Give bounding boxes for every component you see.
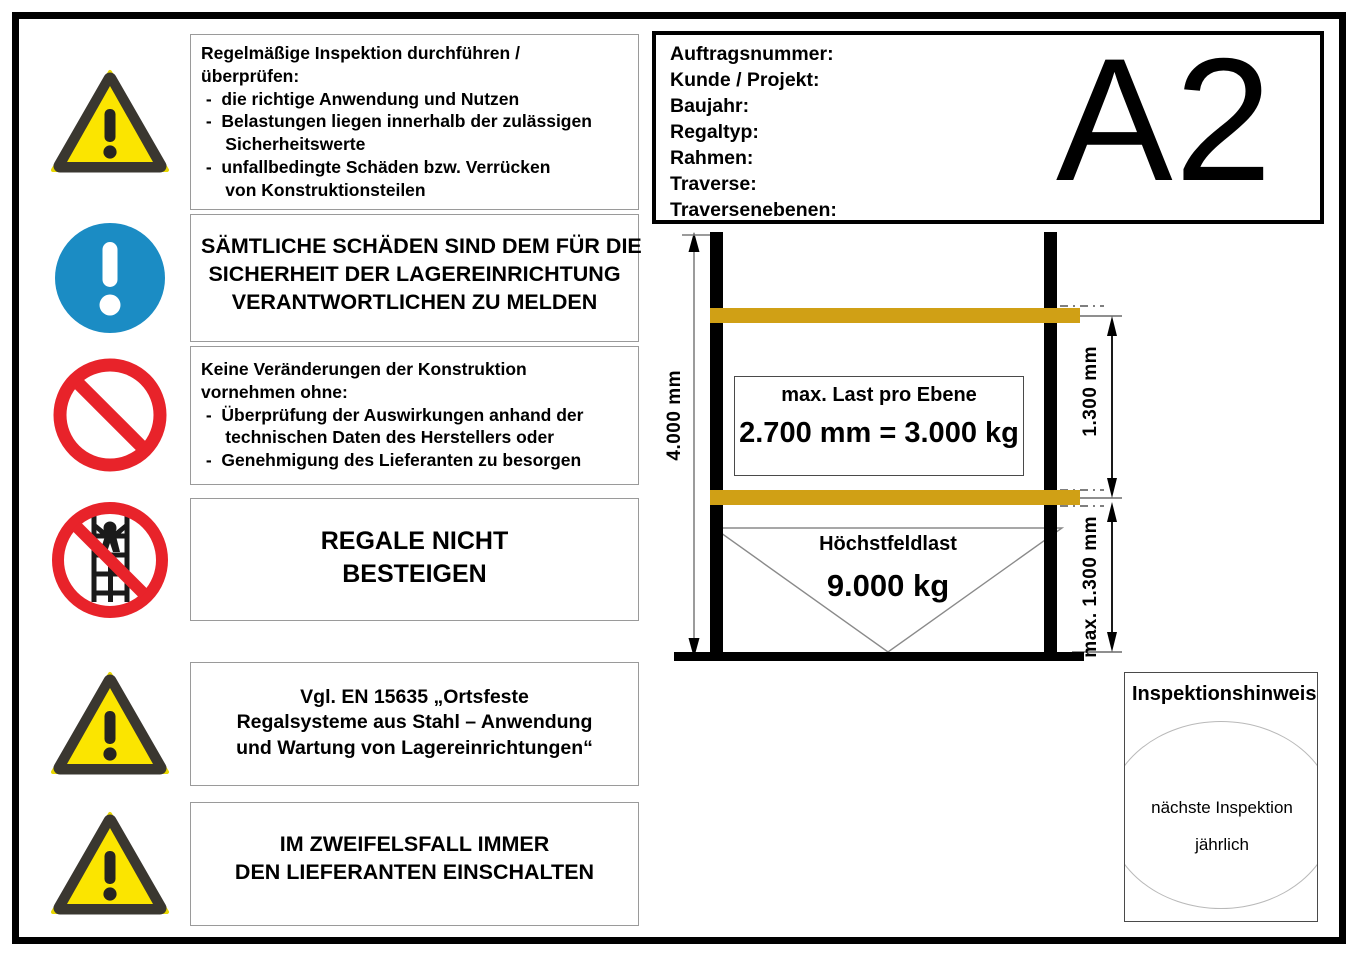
order-data-field-list bbox=[670, 41, 837, 223]
instruction-line: überprüfen: bbox=[201, 65, 300, 86]
max-bay-load-label bbox=[758, 533, 1018, 604]
instruction-row-1 bbox=[30, 34, 642, 210]
instruction-line: - unfallbedingte Schäden bzw. Verrücken bbox=[201, 156, 551, 177]
instruction-line: SICHERHEIT DER LAGEREINRICHTUNG bbox=[208, 261, 621, 286]
rack-beam-lower bbox=[710, 490, 1080, 505]
max-load-per-level-value: 2.700 mm = 3.000 kg bbox=[739, 417, 1019, 449]
instruction-line: - Belastungen liegen innerhalb der zulässigen bbox=[201, 111, 592, 132]
instruction-line: - Genehmigung des Lieferanten zu besorgen bbox=[201, 450, 582, 470]
icon-cell-2 bbox=[30, 220, 190, 336]
instruction-text-box-1 bbox=[190, 34, 639, 210]
warning-triangle-icon bbox=[48, 66, 172, 178]
field-label-auftragsnummer: Auftragsnummer: bbox=[670, 43, 834, 65]
icon-cell-1 bbox=[30, 66, 190, 178]
instruction-line: von Konstruktionsteilen bbox=[201, 179, 426, 200]
field-label-kunde-projekt: Kunde / Projekt: bbox=[670, 69, 820, 92]
instruction-line: technischen Daten des Herstellers oder bbox=[201, 427, 555, 448]
dimension-label-level-1: 1.300 mm bbox=[1080, 346, 1101, 437]
dimension-label-level-2: max. 1.300 mm bbox=[1080, 516, 1101, 658]
instruction-line: Regelmäßige Inspektion durchführen / bbox=[201, 43, 520, 63]
instruction-text-box-4 bbox=[190, 498, 639, 621]
icon-cell-3 bbox=[30, 357, 190, 473]
instruction-line: Vgl. EN 15635 „Ortsfeste bbox=[300, 686, 529, 708]
max-bay-load-title: Höchstfeldlast bbox=[819, 533, 957, 555]
inspection-notice-box bbox=[1124, 672, 1318, 922]
instruction-row-5 bbox=[30, 662, 642, 786]
right-data-column bbox=[648, 23, 1328, 928]
warning-triangle-icon bbox=[48, 668, 172, 780]
instruction-line: vornehmen ohne: bbox=[201, 381, 348, 402]
max-load-per-level-box bbox=[734, 376, 1024, 476]
icon-cell-4 bbox=[30, 500, 190, 620]
instruction-line: Sicherheitswerte bbox=[201, 134, 366, 154]
field-label-baujahr: Baujahr: bbox=[670, 95, 750, 118]
inspection-next-label: nächste Inspektion bbox=[1151, 798, 1293, 817]
mandatory-exclamation-icon bbox=[52, 220, 168, 336]
instruction-line: - Überprüfung der Auswirkungen anhand der bbox=[201, 404, 584, 425]
field-label-regaltyp: Regaltyp: bbox=[670, 121, 759, 144]
icon-cell-5 bbox=[30, 668, 190, 780]
instruction-row-2 bbox=[30, 214, 642, 342]
max-bay-load-value: 9.000 kg bbox=[826, 568, 950, 603]
instruction-line: - die richtige Anwendung und Nutzen bbox=[201, 88, 520, 109]
field-label-rahmen: Rahmen: bbox=[670, 147, 754, 170]
instruction-line: REGALE NICHT bbox=[320, 527, 509, 555]
inspection-notice-title: Inspektionshinweis bbox=[1132, 683, 1317, 705]
instruction-line: VERANTWORTLICHEN ZU MELDEN bbox=[231, 289, 598, 314]
instruction-row-6 bbox=[30, 802, 642, 926]
max-load-per-level-title: max. Last pro Ebene bbox=[781, 384, 977, 406]
instruction-line: Regalsysteme aus Stahl – Anwendung bbox=[236, 711, 593, 734]
left-instruction-column bbox=[30, 28, 642, 928]
instruction-text-box-2 bbox=[190, 214, 642, 342]
no-climbing-icon bbox=[50, 500, 170, 620]
rack-diagram bbox=[652, 228, 1324, 664]
instruction-text-box-3 bbox=[190, 346, 639, 485]
instruction-line: und Wartung von Lagereinrichtungen“ bbox=[236, 736, 593, 759]
instruction-line: SÄMTLICHE SCHÄDEN SIND DEM FÜR DIE bbox=[201, 234, 642, 258]
rack-beam-upper bbox=[710, 308, 1080, 323]
inspection-interval-label: jährlich bbox=[1195, 835, 1249, 854]
rack-upright-right bbox=[1044, 232, 1057, 656]
warning-triangle-icon bbox=[48, 808, 172, 920]
prohibition-icon bbox=[52, 357, 168, 473]
instruction-text-box-5 bbox=[190, 662, 639, 786]
rack-upright-left bbox=[710, 232, 723, 656]
field-label-traversenebenen: Traversenebenen: bbox=[670, 199, 837, 222]
instruction-row-4 bbox=[30, 498, 642, 621]
instruction-line: IM ZWEIFELSFALL IMMER bbox=[279, 832, 550, 856]
order-data-panel bbox=[652, 23, 1324, 224]
icon-cell-6 bbox=[30, 808, 190, 920]
rack-floor-line bbox=[674, 652, 1084, 661]
instruction-row-3 bbox=[30, 346, 642, 485]
field-label-traverse: Traverse: bbox=[670, 173, 757, 196]
rack-bay-code: A2 bbox=[1055, 23, 1274, 218]
dimension-label-total-height: 4.000 mm bbox=[664, 370, 685, 461]
instruction-line: Keine Veränderungen der Konstruktion bbox=[201, 359, 527, 379]
instruction-line: DEN LIEFERANTEN EINSCHALTEN bbox=[234, 859, 595, 884]
instruction-text-box-6 bbox=[190, 802, 639, 926]
instruction-line: BESTEIGEN bbox=[342, 559, 487, 588]
